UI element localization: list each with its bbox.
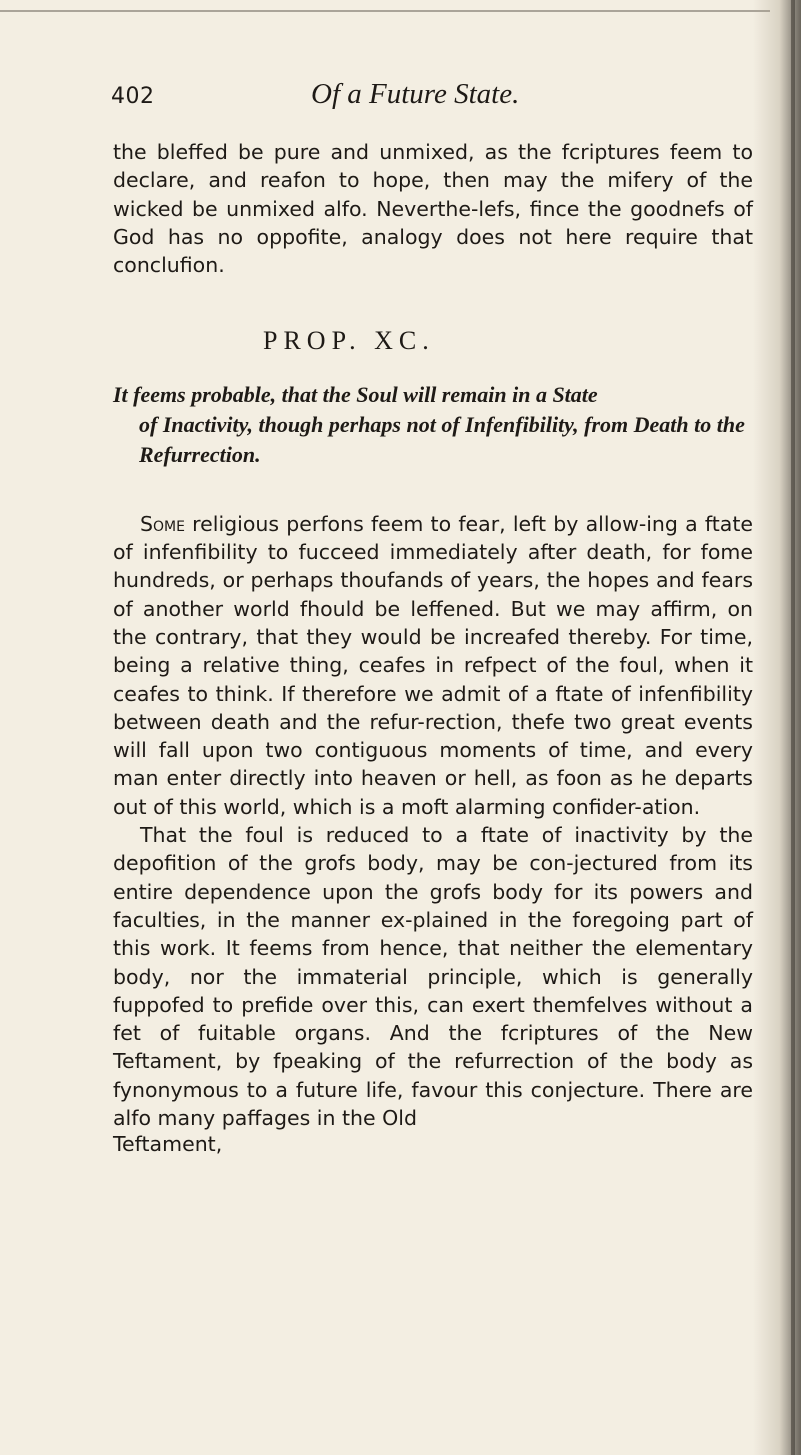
paragraph-some bbox=[113, 510, 753, 821]
proposition-subtitle-line-1: It feems probable, that the Soul will remain in a State bbox=[113, 381, 598, 407]
paragraph-that-the-soul: That the foul is reduced to a ftate of inactivity by the depofition of the grofs body, may be con-jectured from its entire dependence upon the grofs body for its powers and faculties, in the manner ex-plained in the foregoing part of this work. It feems from hence, that neither the elementary body, nor the immaterial principle, which is generally fuppofed to prefide over this, can exert themfelves without a fet of fuitable organs. And the fcriptures of the New Teftament, by fpeaking of the refurrection of the body as fynonymous to a future life, favour this conjecture. There are alfo many paffages in the Old bbox=[113, 823, 753, 1131]
catchword: Teftament, bbox=[113, 1132, 223, 1157]
page-number: 402 bbox=[111, 84, 155, 109]
proposition-subtitle-line-2: of Inactivity, though perhaps not of Infenfibility, from Death to the Refurrection. bbox=[139, 411, 745, 467]
page-content bbox=[113, 138, 753, 1159]
top-rule bbox=[0, 10, 770, 12]
paragraph-opening-word: Some bbox=[140, 511, 185, 536]
proposition-subtitle bbox=[113, 380, 753, 470]
page-edge bbox=[791, 0, 795, 1455]
running-title: Of a Future State. bbox=[311, 78, 520, 110]
paragraph-continuation: the bleffed be pure and unmixed, as the fcriptures feem to declare, and reafon to hope, then may the mifery of the wicked be unmixed alfo. Neverthe-lefs, fince the goodnefs of God has no oppofite, analogy does not here require that conclufion. bbox=[113, 140, 753, 278]
proposition-heading: PROP. XC. bbox=[263, 326, 435, 356]
paragraph-some-text: religious perfons feem to fear, left by allow-ing a ftate of infenfibility to fucceed immediately after death, for fome hundreds, or perhaps thoufands of years, the hopes and fears of another world fhould be leffened. But we may affirm, on the contrary, that they would be increafed thereby. For time, being a relative thing, ceafes in refpect of the foul, when it ceafes to think. If therefore we admit of a ftate of infenfibility between death and the refur-rection, thefe two great events will fall upon two contiguous moments of time, and every man enter directly into heaven or hell, as foon as he departs out of this world, which is a moft alarming confider-ation. bbox=[113, 511, 753, 819]
running-head bbox=[111, 76, 671, 116]
